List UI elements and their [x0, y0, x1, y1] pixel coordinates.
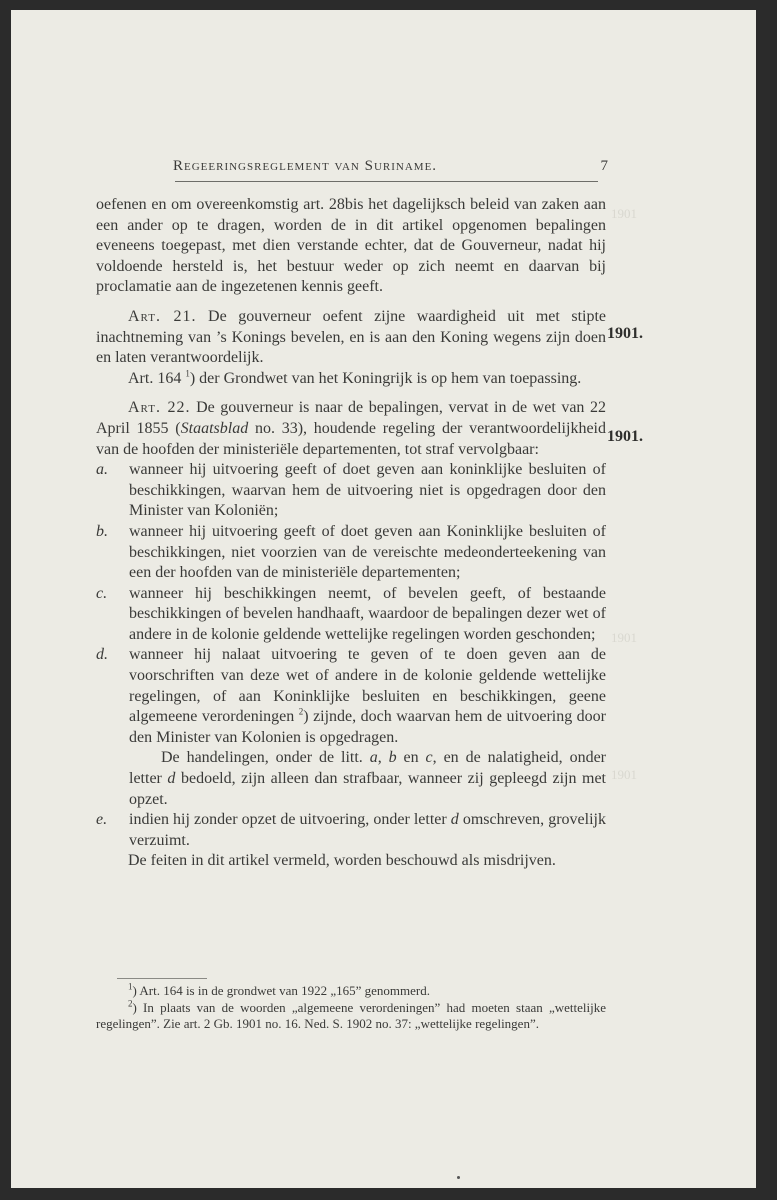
text-run: wanneer hij nalaat uitvoering te geven of te doen geven aan de voorschriften van deze wet of andere in de kolonie geldende wettelijke regelingen, of aan Koninklijke besluiten en beschikkingen, geene algemeene verordeningen: [129, 646, 606, 726]
footnote-ref: 1: [185, 368, 190, 379]
running-title: Regeeringsreglement van Suriname.: [173, 158, 438, 174]
text-run: De handelingen, onder de litt.: [161, 749, 370, 767]
footnote-text: ) Art. 164 is in de grondwet van 1922 „165” genommerd.: [132, 983, 430, 998]
text-run: indien hij zonder opzet de uitvoering, onder letter: [129, 811, 451, 829]
italic-run: d: [167, 770, 176, 788]
bleed-through-year: 1901: [611, 767, 637, 782]
bleed-through-year: 1901: [611, 206, 637, 221]
list-item: [96, 584, 606, 646]
closing-paragraph: De feiten in dit artikel vermeld, worden beschouwd als misdrijven.: [128, 852, 556, 870]
text-run: ,: [377, 749, 389, 767]
handelingen-paragraph: [96, 748, 606, 810]
text-run: , en de nalatigheid, onder letter: [129, 749, 607, 788]
paragraph: oefenen en om overeenkomstig art. 28bis het dagelijksch beleid van zaken aan een ander op te dragen, worden de in dit artikel opgenomen bepalingen eveneens toegepast, met dien verstande echter, dat de Gouverneur, nadat hij voldoende hersteld is, het bestuur weder op zich neemt en daarvan bij proclamatie aan de ingezetenen kennis geeft.: [96, 196, 606, 296]
running-header: [173, 158, 609, 175]
footnote-mark: 1: [128, 981, 133, 992]
speck: [457, 1176, 460, 1179]
article-21-second: [96, 369, 606, 390]
page-number: 7: [600, 158, 609, 174]
text-run: bedoeld, zijn alleen dan strafbaar, wanneer zij gepleegd zijn met opzet.: [129, 770, 607, 808]
article-22: [96, 398, 606, 460]
list-item-label: d.: [96, 646, 108, 664]
main-text: [96, 195, 606, 872]
footnote-mark: 2: [128, 998, 133, 1009]
bleed-through-year: 1901: [611, 630, 637, 645]
footnote: [96, 1000, 606, 1033]
text-run: ) zijnde, doch waarvan hem de uitvoering door den Minister van Kolonien is opgedragen.: [129, 708, 607, 746]
list-item: [96, 810, 606, 851]
list-item-label: e.: [96, 811, 108, 829]
text-run: Art. 164: [128, 369, 182, 387]
list-item-text: wanneer hij uitvoering geeft of doet geven aan Koninklijke besluiten of beschikkingen, niet voorzien van de vereischte medeonderteekening van een der hoofden van de ministeriële departementen;: [129, 522, 606, 582]
footnote-text: ) In plaats van de woorden „algemeene verordeningen” had moeten staan „wettelijke regelingen”. Zie art. 2 Gb. 1901 no. 16. Ned. S. 1902 no. 37: „wettelijke regelingen”.: [96, 999, 606, 1031]
list-item-label: b.: [96, 522, 108, 540]
text-run: De gouverneur is naar de bepalingen, vervat in de wet van 22 April 1855 (: [96, 399, 606, 437]
italic-run: c: [425, 749, 433, 767]
list-item: [96, 460, 606, 522]
document-page: [11, 10, 756, 1188]
footnotes: [96, 983, 606, 1033]
article-label: Art. 22.: [128, 399, 191, 417]
list-item-label: a.: [96, 461, 108, 479]
list-item: [96, 645, 606, 748]
text-run: omschreven, grovelijk verzuimt.: [129, 811, 606, 849]
text-run: ) der Grondwet van het Koningrijk is op hem van toepassing.: [189, 369, 582, 387]
list-item-text: wanneer hij uitvoering geeft of doet geven aan koninklijke besluiten of beschikkingen, waarvan hem de uitvoering niet is opgedragen door den Minister van Koloniën;: [129, 461, 606, 520]
list-item-text: [129, 645, 606, 748]
footnote-rule: [117, 978, 207, 979]
list-item-label: c.: [96, 584, 108, 602]
list-item: [96, 522, 606, 584]
text-run: no. 33), houdende regeling der verantwoordelijkheid van de hoofden der ministeriële departementen, tot straf vervolgbaar:: [96, 419, 606, 458]
footnote-ref: 2: [298, 706, 304, 717]
italic-run: a: [369, 749, 378, 767]
margin-year-art22: 1901.: [607, 428, 643, 445]
footnote: [96, 983, 606, 1000]
article-label: Art. 21.: [128, 307, 197, 325]
italic-run: d: [450, 811, 459, 829]
text-run: en: [396, 749, 426, 767]
article-text: De gouverneur oefent zijne waardigheid uit met stipte inachtneming van ’s Konings bevelen, en is aan den Koning wegens zijn doen en laten verantwoordelijk.: [96, 307, 607, 367]
article-21: [96, 307, 606, 369]
italic-run: Staatsblad: [180, 419, 249, 437]
margin-year-art21: 1901.: [607, 325, 643, 342]
italic-run: b: [388, 749, 397, 767]
list-item-text: [129, 810, 606, 851]
header-rule: [175, 181, 598, 182]
list-item-text: wanneer hij beschikkingen neemt, of bevelen geeft, of bestaande beschikkingen of bevelen handhaaft, waardoor de bepalingen dezer wet of andere in de kolonie geldende wettelijke regelingen worden geschonden;: [129, 584, 606, 643]
